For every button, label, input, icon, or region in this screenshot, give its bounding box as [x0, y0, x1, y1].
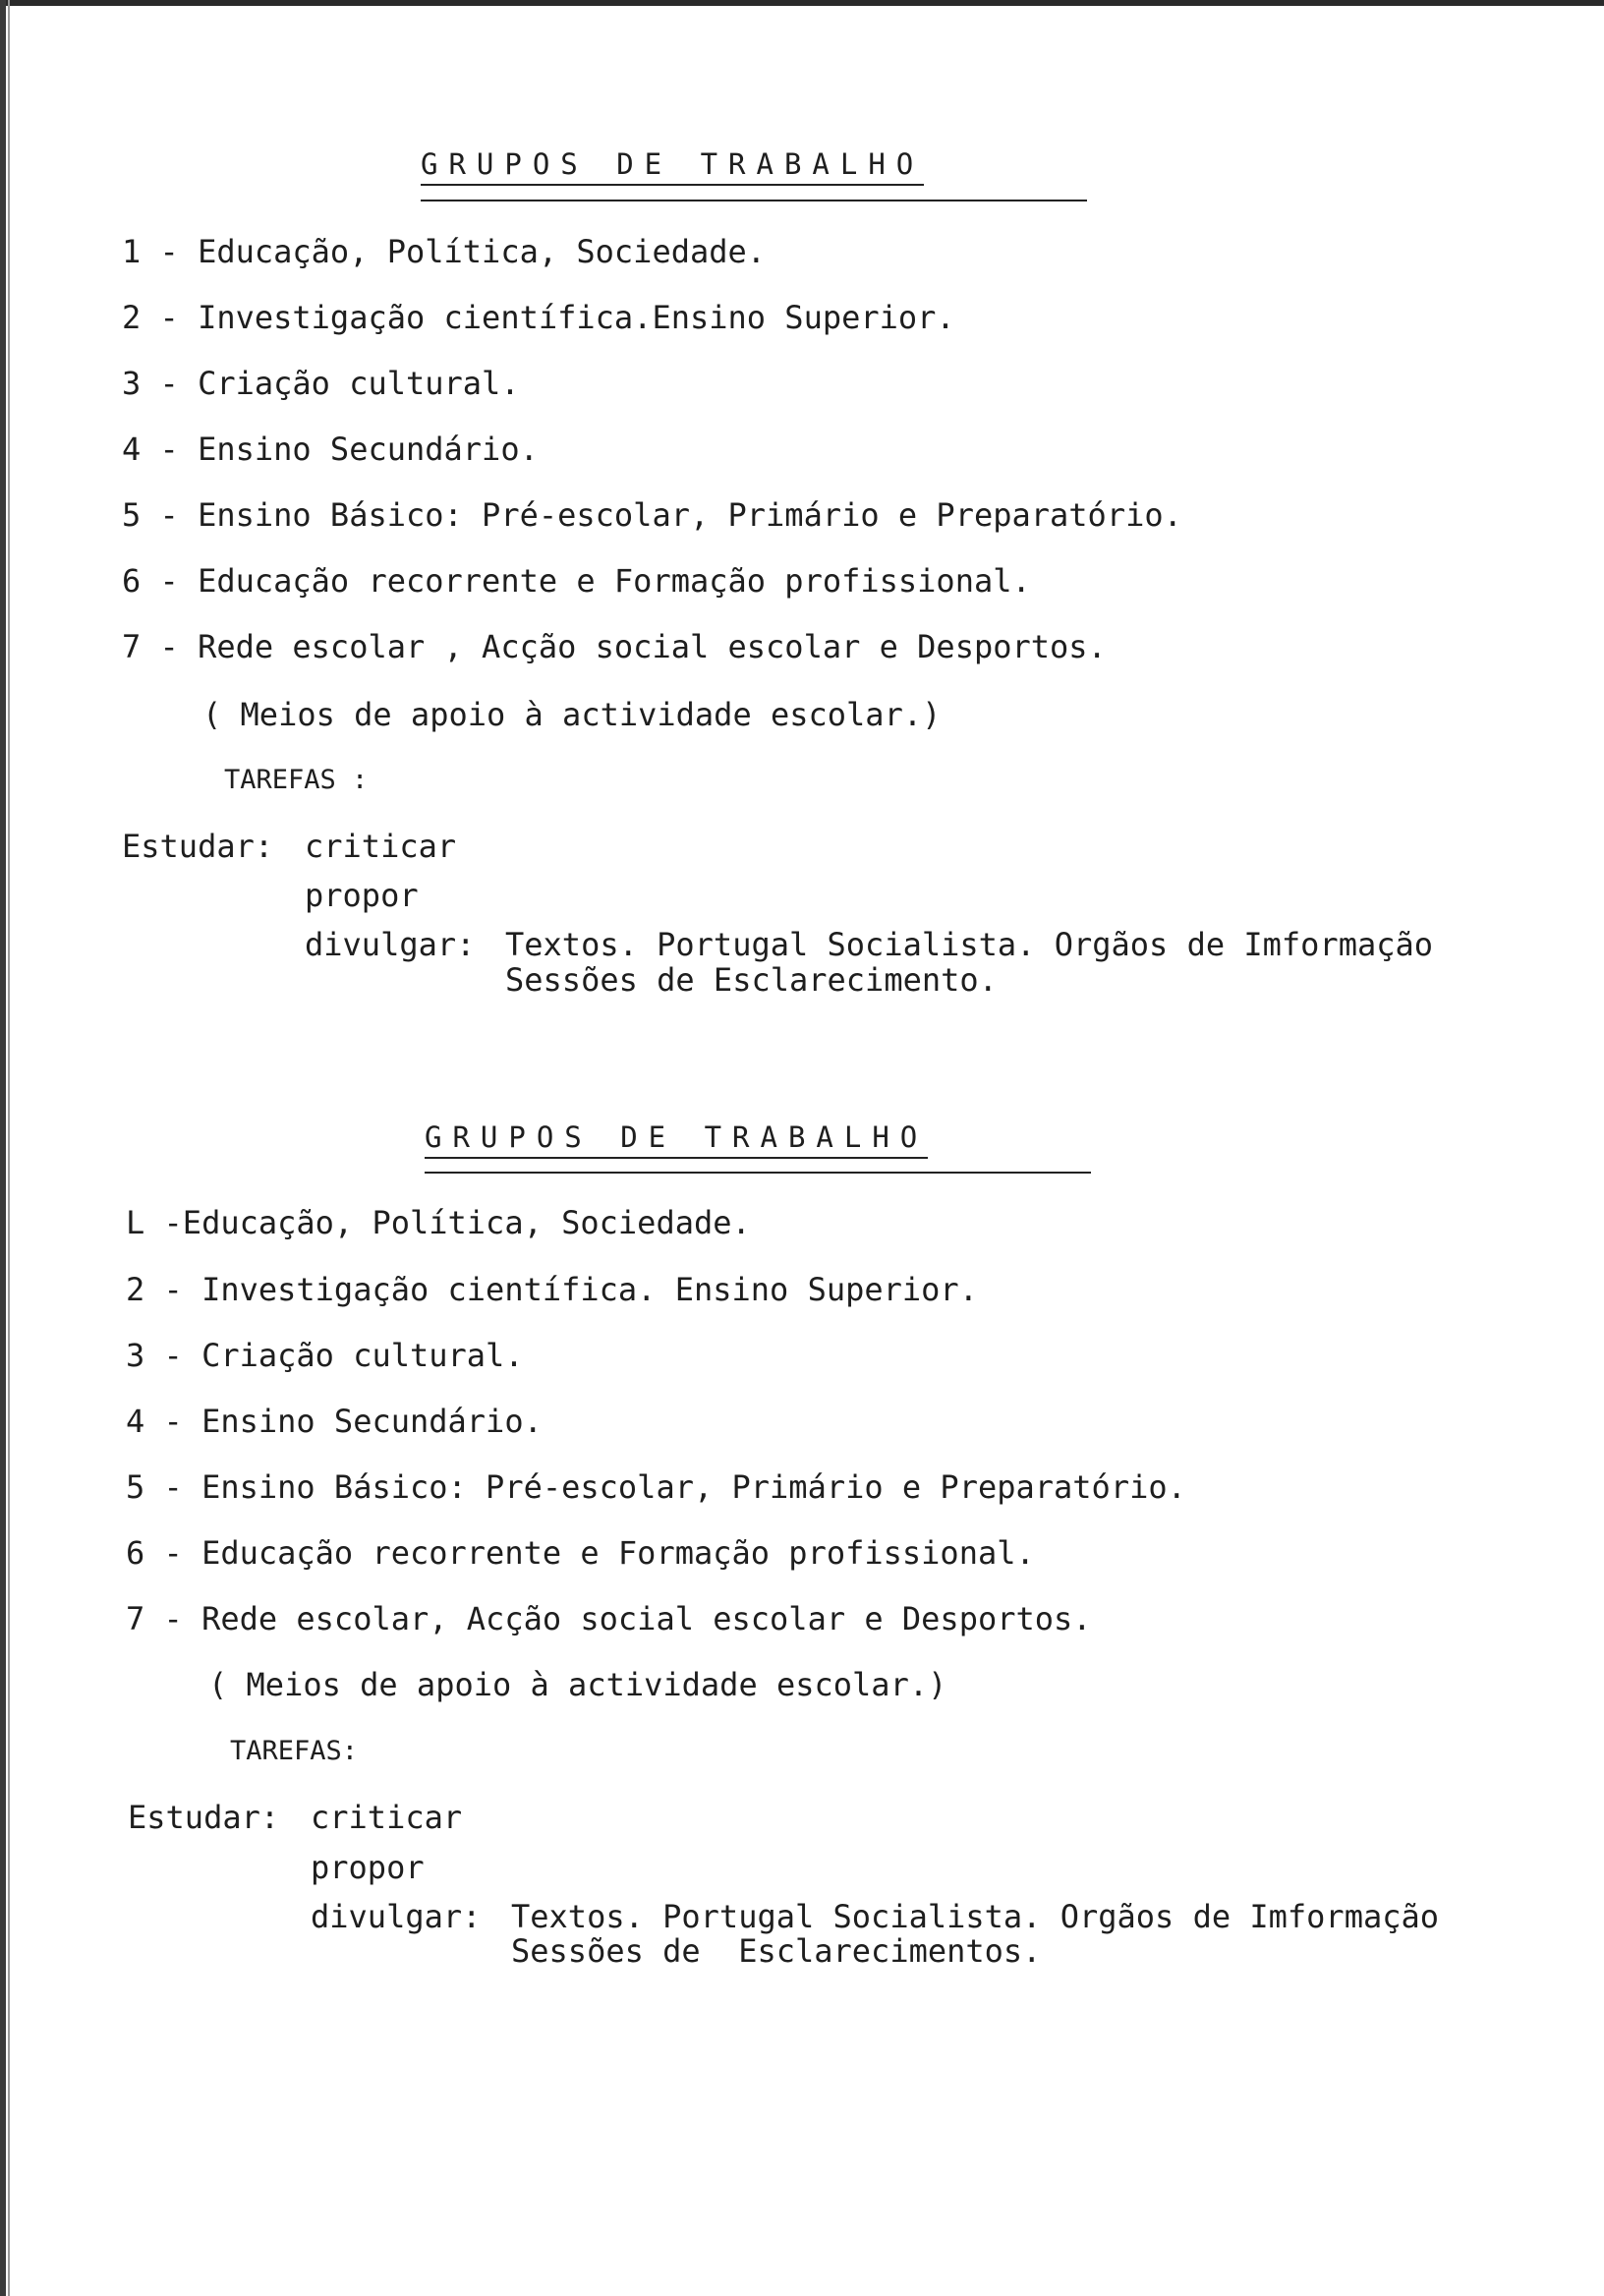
divulgar-text-line-2: Sessões de Esclarecimentos. — [511, 1932, 1042, 1970]
page-top-border — [0, 0, 1604, 6]
list-item: 7 - Rede escolar, Acção social escolar e Desportos. — [126, 1600, 1092, 1637]
task-criticar: criticar — [305, 828, 457, 865]
tasks-label: TAREFAS: — [230, 1736, 359, 1766]
divulgar-text-line-1: Textos. Portugal Socialista. Orgãos de Imformação — [505, 926, 1434, 963]
estudar-label: Estudar: — [128, 1799, 280, 1836]
heading-double-rule — [421, 200, 1087, 201]
list-item: 5 - Ensino Básico: Pré-escolar, Primário e Preparatório. — [122, 496, 1182, 534]
list-item: L -Educação, Política, Sociedade. — [126, 1204, 751, 1241]
divulgar-label: divulgar: — [311, 1898, 482, 1935]
list-item: 6 - Educação recorrente e Formação profissional. — [122, 562, 1031, 600]
tasks-label: TAREFAS : — [224, 765, 369, 795]
section-heading: GRUPOS DE TRABALHO — [421, 147, 924, 186]
estudar-label: Estudar: — [122, 828, 274, 865]
list-item: 7 - Rede escolar , Acção social escolar e Desportos. — [122, 628, 1107, 665]
task-propor: propor — [311, 1849, 425, 1886]
heading-double-rule — [425, 1172, 1091, 1174]
list-note: ( Meios de apoio à actividade escolar.) — [202, 696, 942, 733]
section-heading: GRUPOS DE TRABALHO — [425, 1120, 928, 1159]
divulgar-text-line-2: Sessões de Esclarecimento. — [505, 961, 998, 999]
task-criticar: criticar — [311, 1799, 463, 1836]
list-item: 4 - Ensino Secundário. — [122, 430, 539, 468]
list-item: 4 - Ensino Secundário. — [126, 1403, 543, 1440]
divulgar-text-line-1: Textos. Portugal Socialista. Orgãos de Imformação — [511, 1898, 1440, 1935]
list-item: 6 - Educação recorrente e Formação profissional. — [126, 1534, 1035, 1572]
task-propor: propor — [305, 877, 419, 914]
divulgar-label: divulgar: — [305, 926, 476, 963]
list-item: 3 - Criação cultural. — [122, 365, 520, 402]
list-item: 3 - Criação cultural. — [126, 1337, 524, 1374]
list-item: 1 - Educação, Política, Sociedade. — [122, 233, 767, 270]
list-note: ( Meios de apoio à actividade escolar.) — [208, 1666, 947, 1703]
list-item: 2 - Investigação científica. Ensino Superior. — [126, 1271, 978, 1308]
list-item: 5 - Ensino Básico: Pré-escolar, Primário e Preparatório. — [126, 1468, 1186, 1506]
page-left-border — [0, 0, 6, 2296]
page-left-border-inner — [8, 0, 10, 2296]
list-item: 2 - Investigação científica.Ensino Superior. — [122, 299, 955, 336]
